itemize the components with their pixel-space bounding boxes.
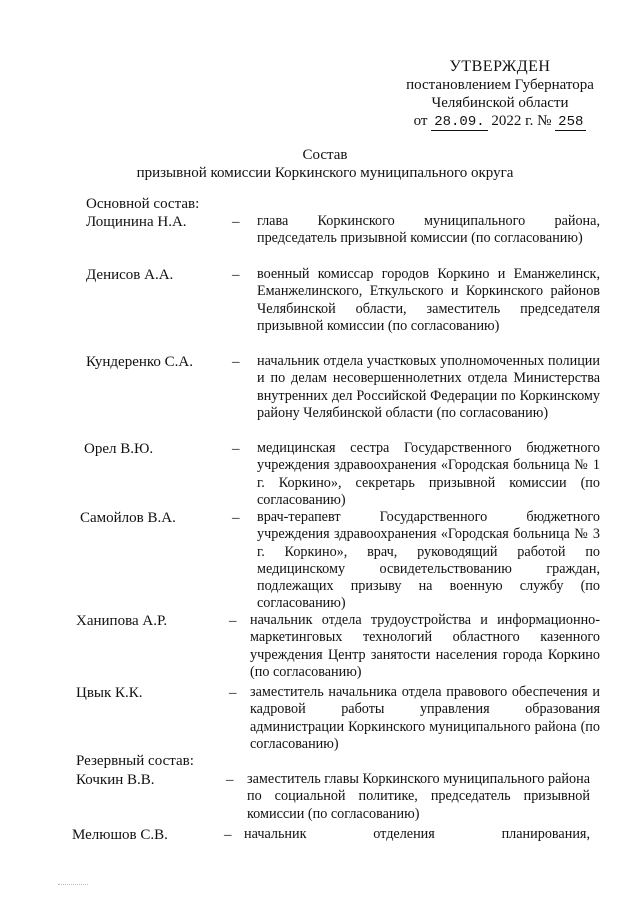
member-dash: – — [232, 267, 240, 283]
member-dash: – — [226, 772, 234, 788]
member-role: заместитель главы Коркинского муниципального района по социальной политике, председатель призывной комиссии (по согласованию) — [247, 771, 590, 822]
member-name: Самойлов В.А. — [80, 510, 176, 526]
member-role: врач-терапевт Государственного бюджетного учреждения здравоохранения «Городская больница № 3 г. Коркино», врач, руководящий работой по медицинскому освидетельствованию граждан, подлежащих призыву на военную службу (по согласованию) — [257, 509, 600, 612]
member-dash: – — [232, 354, 240, 370]
member-dash: – — [224, 827, 232, 843]
document-title — [90, 146, 560, 182]
member-role: начальник отдела участковых уполномоченных полиции и по делам несовершеннолетних отдела Министерства внутренних дел Российской Федерации по Коркинскому району Челябинской области (по согласованию) — [257, 353, 600, 421]
member-name: Орел В.Ю. — [84, 441, 154, 457]
date-value: 28.09. — [431, 114, 487, 131]
member-dash: – — [232, 441, 240, 457]
member-dash: – — [232, 510, 240, 526]
title-line-1: Состав — [302, 147, 348, 163]
member-role: военный комиссар городов Коркино и Еманжелинск, Еманжелинского, Еткульского и Коркинского районов Челябинской области, заместитель председателя призывной комиссии (по согласованию) — [257, 266, 600, 334]
member-name: Цвык К.К. — [76, 685, 143, 701]
date-number-line — [400, 112, 600, 131]
member-role: начальник отделения планирования, — [244, 826, 590, 842]
date-prefix: от — [413, 113, 428, 129]
approval-stamp — [400, 58, 600, 131]
member-name: Мелюшов С.В. — [72, 827, 168, 843]
main-composition-label: Основной состав: — [86, 196, 200, 212]
member-name: Ханипова А.Р. — [76, 613, 168, 629]
year-text: 2022 г. № — [491, 113, 552, 129]
member-role: заместитель начальника отдела правового обеспечения и кадровой работы управления образования администрации Коркинского муниципального района (по согласованию) — [250, 684, 600, 752]
approved-title: УТВЕРЖДЕН — [449, 58, 551, 75]
member-name: Кундеренко С.А. — [86, 354, 193, 370]
member-role: медицинская сестра Государственного бюджетного учреждения здравоохранения «Городская больница № 1 г. Коркино», секретарь призывной комиссии (по согласованию) — [257, 440, 600, 508]
reserve-composition-label: Резервный состав: — [76, 753, 194, 769]
scan-mark — [58, 884, 88, 885]
member-dash: – — [232, 214, 240, 230]
member-role: начальник отдела трудоустройства и информационно-маркетинговых технологий областного казенного учреждения Центр занятости населения города Коркино (по согласованию) — [250, 612, 600, 680]
approved-by-line: постановлением Губернатора — [406, 77, 594, 93]
document-number: 258 — [555, 114, 586, 131]
title-line-2: призывной комиссии Коркинского муниципального округа — [136, 165, 514, 181]
member-name: Денисов А.А. — [86, 267, 174, 283]
member-name: Кочкин В.В. — [76, 772, 155, 788]
member-dash: – — [229, 613, 237, 629]
member-dash: – — [229, 685, 237, 701]
member-role: глава Коркинского муниципального района, председатель призывной комиссии (по согласованию) — [257, 213, 600, 247]
member-name: Лощинина Н.А. — [86, 214, 187, 230]
region-line: Челябинской области — [431, 95, 569, 111]
